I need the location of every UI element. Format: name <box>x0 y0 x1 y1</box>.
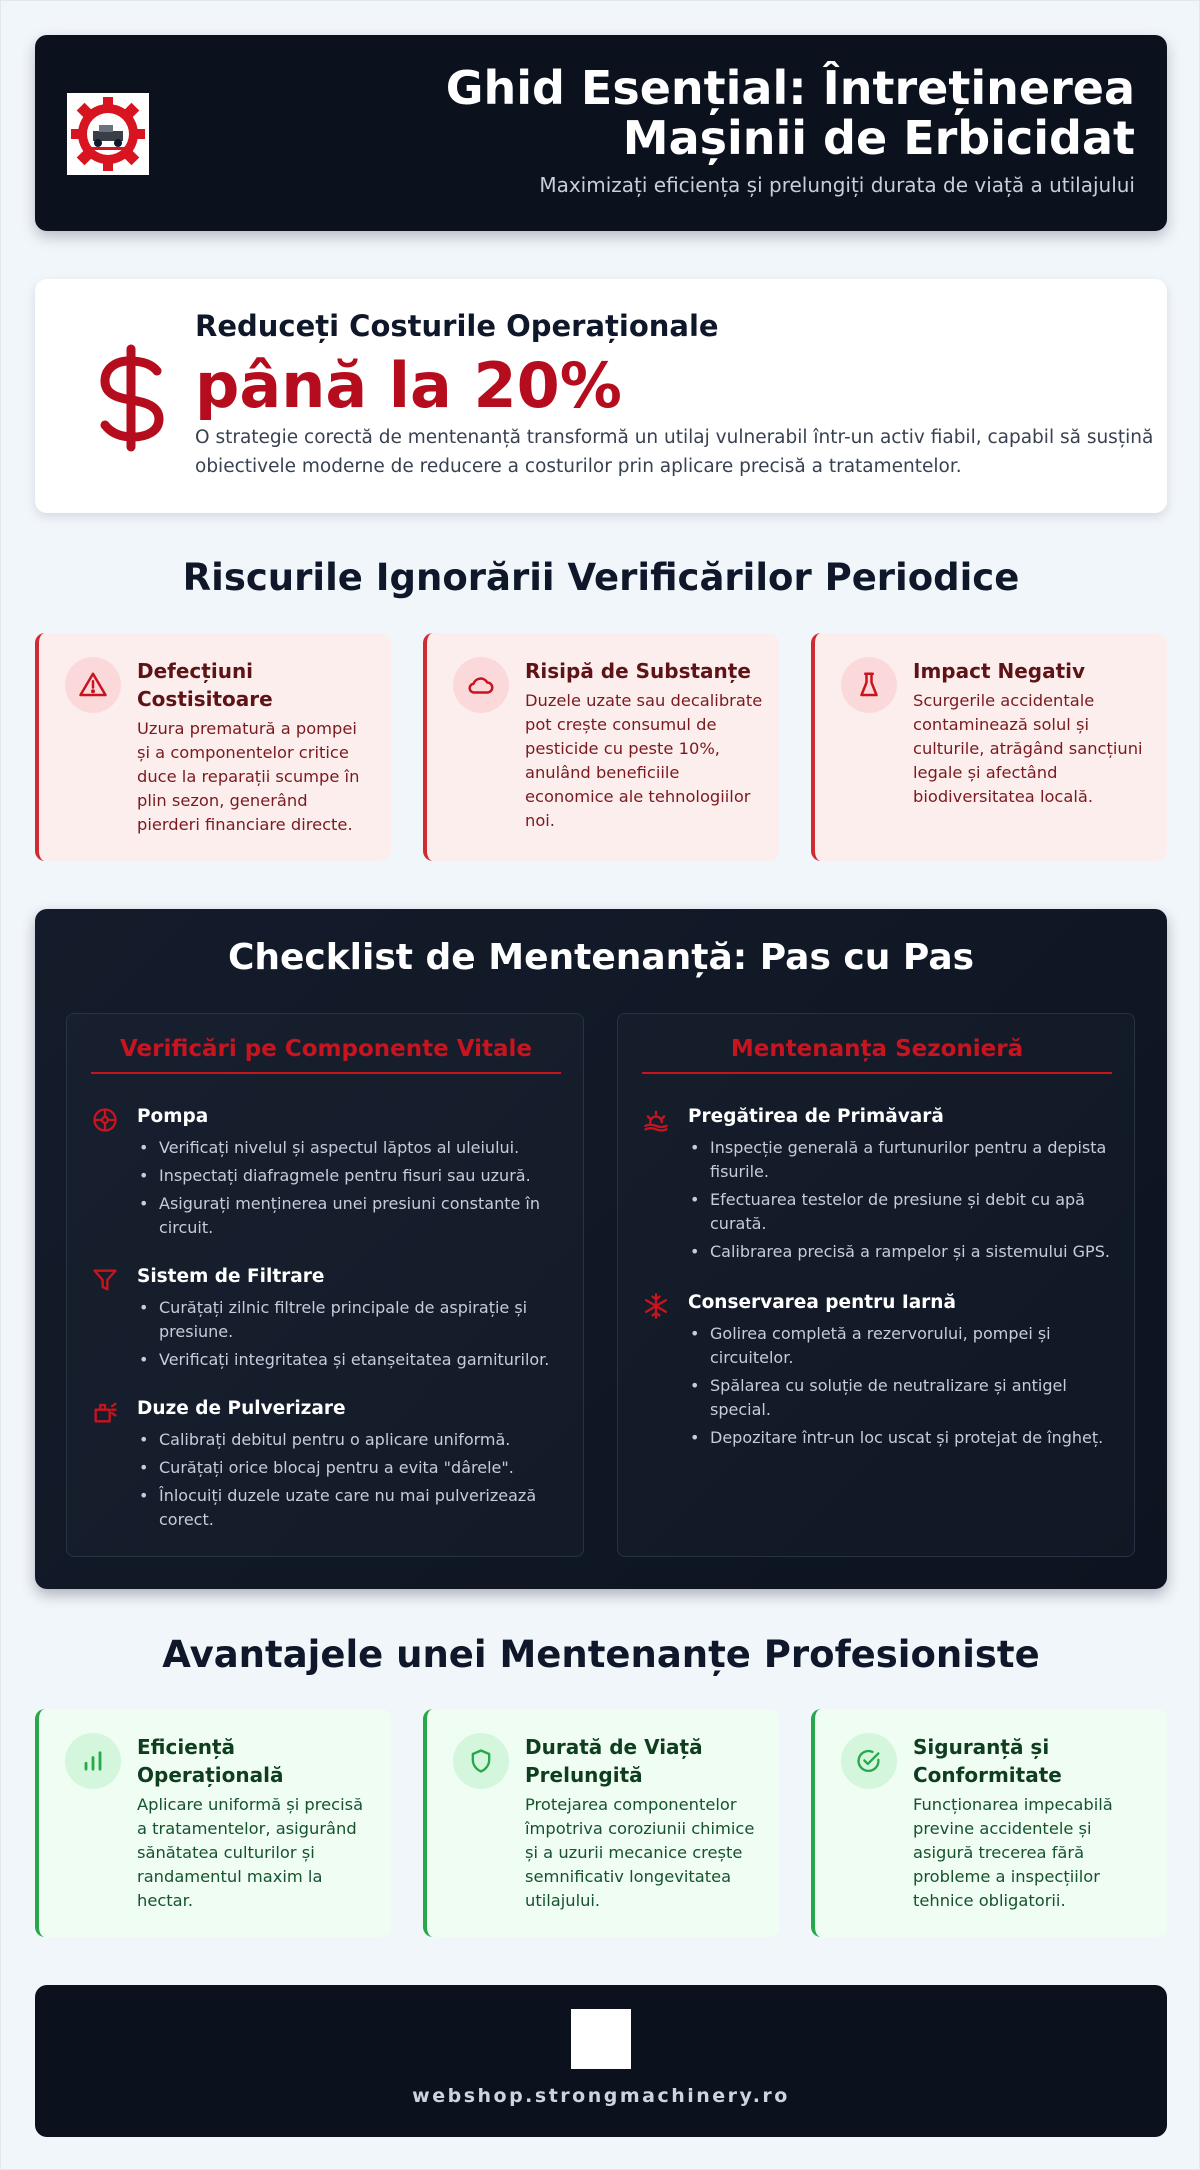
title-line-1: Ghid Esențial: Întreținerea <box>445 61 1135 115</box>
checklist-item-title: Pregătirea de Primăvară <box>688 1106 944 1127</box>
risk-card <box>423 633 779 861</box>
savings-card <box>35 279 1167 513</box>
list-item: • Înlocuiți duzele uzate care nu mai pulverizează corect. <box>137 1484 567 1532</box>
header-banner <box>35 35 1167 231</box>
risk-card-text: Scurgerile accidentale contaminează solul și culturile, atrăgând sancțiuni legale și afectând biodiversitatea locală. <box>913 691 1143 806</box>
checklist-item-title: Duze de Pulverizare <box>137 1398 346 1419</box>
risk-card-title: Defecțiuni Costisitoare <box>137 659 273 711</box>
benefit-card-text: Funcționarea impecabilă previne accidentele și asigură trecerea fără probleme a inspecțiilor tehnice obligatorii. <box>913 1795 1113 1910</box>
warning-triangle-icon <box>65 657 121 713</box>
column-title: Verificări pe Componente Vitale <box>91 1036 561 1074</box>
risk-card <box>811 633 1167 861</box>
shield-icon <box>453 1733 509 1789</box>
list-item: • Inspecție generală a furtunurilor pentru a depista fisurile. <box>688 1136 1118 1184</box>
benefits-section-title: Avantajele unei Mentenanțe Profesioniste <box>162 1633 1040 1676</box>
footer-url-link[interactable]: webshop.strongmachinery.ro <box>412 2085 790 2107</box>
spring-sun-icon <box>642 1106 670 1134</box>
maintenance-checklist <box>35 909 1167 1589</box>
benefit-card <box>35 1709 391 1937</box>
benefit-card-title: Eficiență Operațională <box>137 1735 284 1787</box>
list-item: • Spălarea cu soluție de neutralizare și antigel special. <box>688 1374 1118 1422</box>
benefit-card-text: Protejarea componentelor împotriva coroziunii chimice și a uzurii mecanice crește semnificativ longevitatea utilajului. <box>525 1795 755 1910</box>
snowflake-icon <box>642 1292 670 1320</box>
checklist-column-components <box>66 1013 584 1557</box>
check-circle-icon <box>841 1733 897 1789</box>
checklist-bullets <box>688 1136 1118 1268</box>
cloud-icon <box>453 657 509 713</box>
risk-card-title: Risipă de Substanțe <box>525 659 751 683</box>
list-item: • Depozitare într-un loc uscat și protejat de îngheț. <box>688 1426 1118 1450</box>
list-item: • Curățați zilnic filtrele principale de aspirație și presiune. <box>137 1296 567 1344</box>
risk-card <box>35 633 391 861</box>
risks-section-title: Riscurile Ignorării Verificărilor Periodice <box>182 556 1020 599</box>
list-item: • Verificați nivelul și aspectul lăptos al uleiului. <box>137 1136 567 1160</box>
checklist-bullets <box>137 1136 567 1244</box>
risk-card-text: Duzele uzate sau decalibrate pot crește consumul de pesticide cu peste 10%, anulând beneficiile economice ale tehnologiilor noi. <box>525 691 763 830</box>
flask-icon <box>841 657 897 713</box>
savings-highlight: până la 20% <box>195 349 622 422</box>
page-title <box>375 63 1135 163</box>
list-item: • Asigurați menținerea unei presiuni constante în circuit. <box>137 1192 567 1240</box>
spray-can-icon <box>91 1398 119 1426</box>
filter-funnel-icon <box>91 1266 119 1294</box>
checklist-title: Checklist de Mentenanță: Pas cu Pas <box>227 937 975 978</box>
list-item: • Calibrarea precisă a rampelor și a sistemului GPS. <box>688 1240 1118 1264</box>
list-item: • Golirea completă a rezervorului, pompei și circuitelor. <box>688 1322 1118 1370</box>
list-item: • Calibrați debitul pentru o aplicare uniformă. <box>137 1428 567 1452</box>
benefit-card <box>423 1709 779 1937</box>
footer <box>35 1985 1167 2137</box>
list-item: • Verificați integritatea și etanșeitatea garniturilor. <box>137 1348 567 1372</box>
savings-heading: Reduceți Costurile Operaționale <box>195 309 719 343</box>
dollar-icon <box>81 343 181 453</box>
checklist-column-seasonal <box>617 1013 1135 1557</box>
list-item: • Inspectați diafragmele pentru fisuri sau uzură. <box>137 1164 567 1188</box>
column-title: Mentenanța Sezonieră <box>642 1036 1112 1074</box>
page-subtitle: Maximizați eficiența și prelungiți durata de viață a utilajului <box>539 173 1135 197</box>
title-line-2: Mașinii de Erbicidat <box>622 111 1135 165</box>
pump-wheel-icon <box>91 1106 119 1134</box>
benefit-card-title: Siguranță și Conformitate <box>913 1735 1062 1787</box>
checklist-bullets <box>137 1428 567 1536</box>
list-item: • Curățați orice blocaj pentru a evita "dârele". <box>137 1456 567 1480</box>
qr-code-placeholder <box>571 2009 631 2069</box>
benefit-card <box>811 1709 1167 1937</box>
checklist-item-title: Conservarea pentru Iarnă <box>688 1292 956 1313</box>
strong-machinery-logo-icon[interactable] <box>67 93 149 175</box>
benefit-card-text: Aplicare uniformă și precisă a tratamentelor, asigurând sănătatea culturilor și randamentul maxim la hectar. <box>137 1795 364 1910</box>
bar-chart-icon <box>65 1733 121 1789</box>
benefit-card-title: Durată de Viață Prelungită <box>525 1735 703 1787</box>
checklist-item-title: Sistem de Filtrare <box>137 1266 325 1287</box>
list-item: • Efectuarea testelor de presiune și debit cu apă curată. <box>688 1188 1118 1236</box>
checklist-bullets <box>688 1322 1118 1454</box>
risk-card-text: Uzura prematură a pompei și a componentelor critice duce la reparații scumpe în plin sezon, generând pierderi financiare directe. <box>137 719 360 834</box>
risk-card-title: Impact Negativ <box>913 659 1086 683</box>
checklist-item-title: Pompa <box>137 1106 209 1127</box>
checklist-bullets <box>137 1296 567 1376</box>
savings-description: O strategie corectă de mentenanță transformă un utilaj vulnerabil într-un activ fiabil, capabil să susțină obiectivele moderne de reducere a costurilor prin aplicare precisă a tratamentelor. <box>195 427 1154 477</box>
